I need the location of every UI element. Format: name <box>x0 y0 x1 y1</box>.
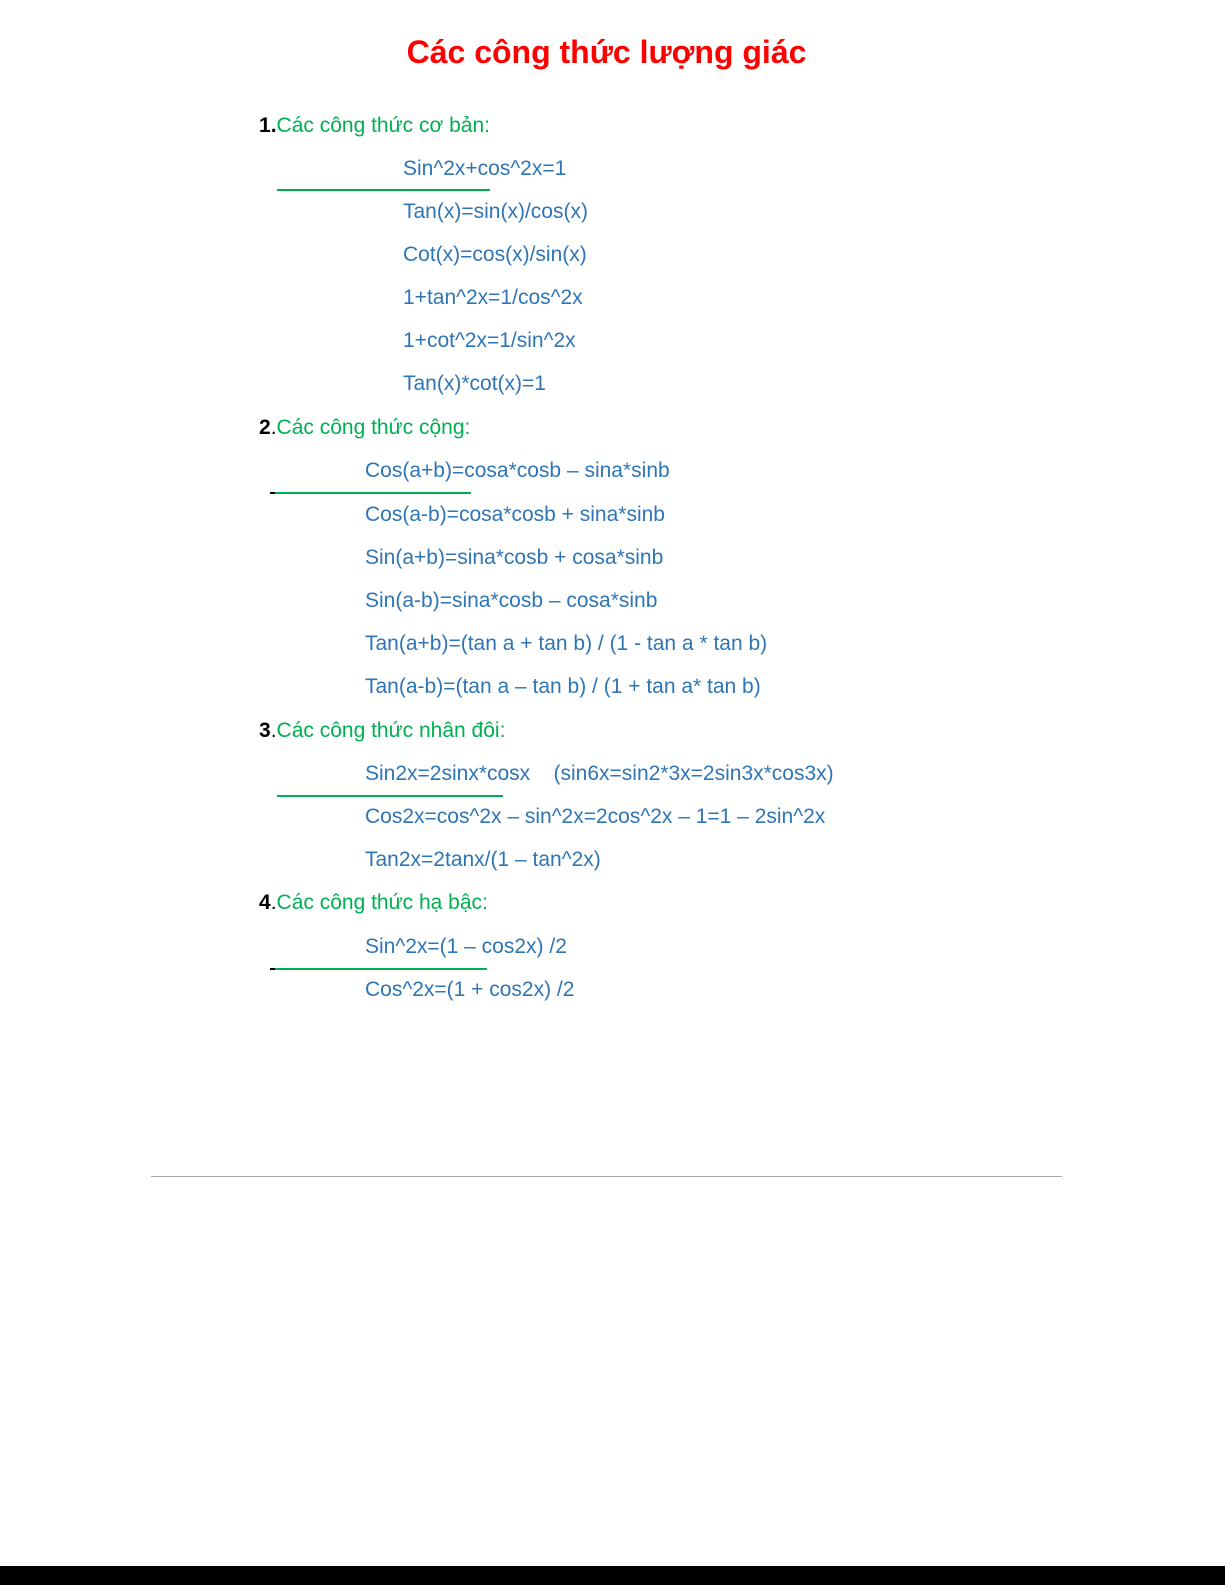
formula: Sin^2x=(1 – cos2x) /2 <box>365 935 567 958</box>
section-number: 1 <box>259 114 271 137</box>
section-number-dot: . <box>270 719 277 742</box>
formula: Tan(x)*cot(x)=1 <box>403 372 546 395</box>
section-heading-4 <box>259 889 488 917</box>
section-divider-line <box>277 189 490 191</box>
section-number: 2 <box>259 416 271 439</box>
formula: 1+tan^2x=1/cos^2x <box>403 286 583 309</box>
section-number-dot: . <box>270 416 277 439</box>
section-number: 3 <box>259 719 271 742</box>
formula: Cos(a-b)=cosa*cosb + sina*sinb <box>365 503 665 526</box>
page-bottom-edge <box>0 1566 1225 1585</box>
section-divider-line <box>275 492 471 494</box>
formula: Cos^2x=(1 + cos2x) /2 <box>365 978 575 1001</box>
formula: Cos(a+b)=cosa*cosb – sina*sinb <box>365 459 670 482</box>
section-heading-3 <box>259 717 505 745</box>
section-divider-line <box>275 968 487 970</box>
formula: Cot(x)=cos(x)/sin(x) <box>403 243 587 266</box>
formula: Tan(a-b)=(tan a – tan b) / (1 + tan a* tan b) <box>365 675 761 698</box>
section-heading-1 <box>259 112 490 140</box>
section-title: Các công thức cơ bản: <box>276 114 490 137</box>
section-heading-2 <box>259 414 470 442</box>
section-title: Các công thức hạ bậc: <box>276 891 488 914</box>
formula: Tan2x=2tanx/(1 – tan^2x) <box>365 848 601 871</box>
formula: 1+cot^2x=1/sin^2x <box>403 329 576 352</box>
formula: Sin2x=2sinx*cosx (sin6x=sin2*3x=2sin3x*cos3x) <box>365 762 834 785</box>
page-title: Các công thức lượng giác <box>406 34 807 70</box>
section-title: Các công thức nhân đôi: <box>276 719 506 742</box>
formula: Sin(a+b)=sina*cosb + cosa*sinb <box>365 546 664 569</box>
section-number: 4 <box>259 891 271 914</box>
formula: Sin(a-b)=sina*cosb – cosa*sinb <box>365 589 658 612</box>
section-number-dot: . <box>270 891 277 914</box>
formula: Cos2x=cos^2x – sin^2x=2cos^2x – 1=1 – 2sin^2x <box>365 805 826 828</box>
footer-separator-line <box>151 1176 1062 1177</box>
formula: Sin^2x+cos^2x=1 <box>403 157 567 180</box>
formula: Tan(x)=sin(x)/cos(x) <box>403 200 588 223</box>
formula: Tan(a+b)=(tan a + tan b) / (1 - tan a * tan b) <box>365 632 768 655</box>
section-title: Các công thức cộng: <box>276 416 471 439</box>
section-number-dot: . <box>270 114 277 137</box>
section-divider-line <box>277 795 503 797</box>
